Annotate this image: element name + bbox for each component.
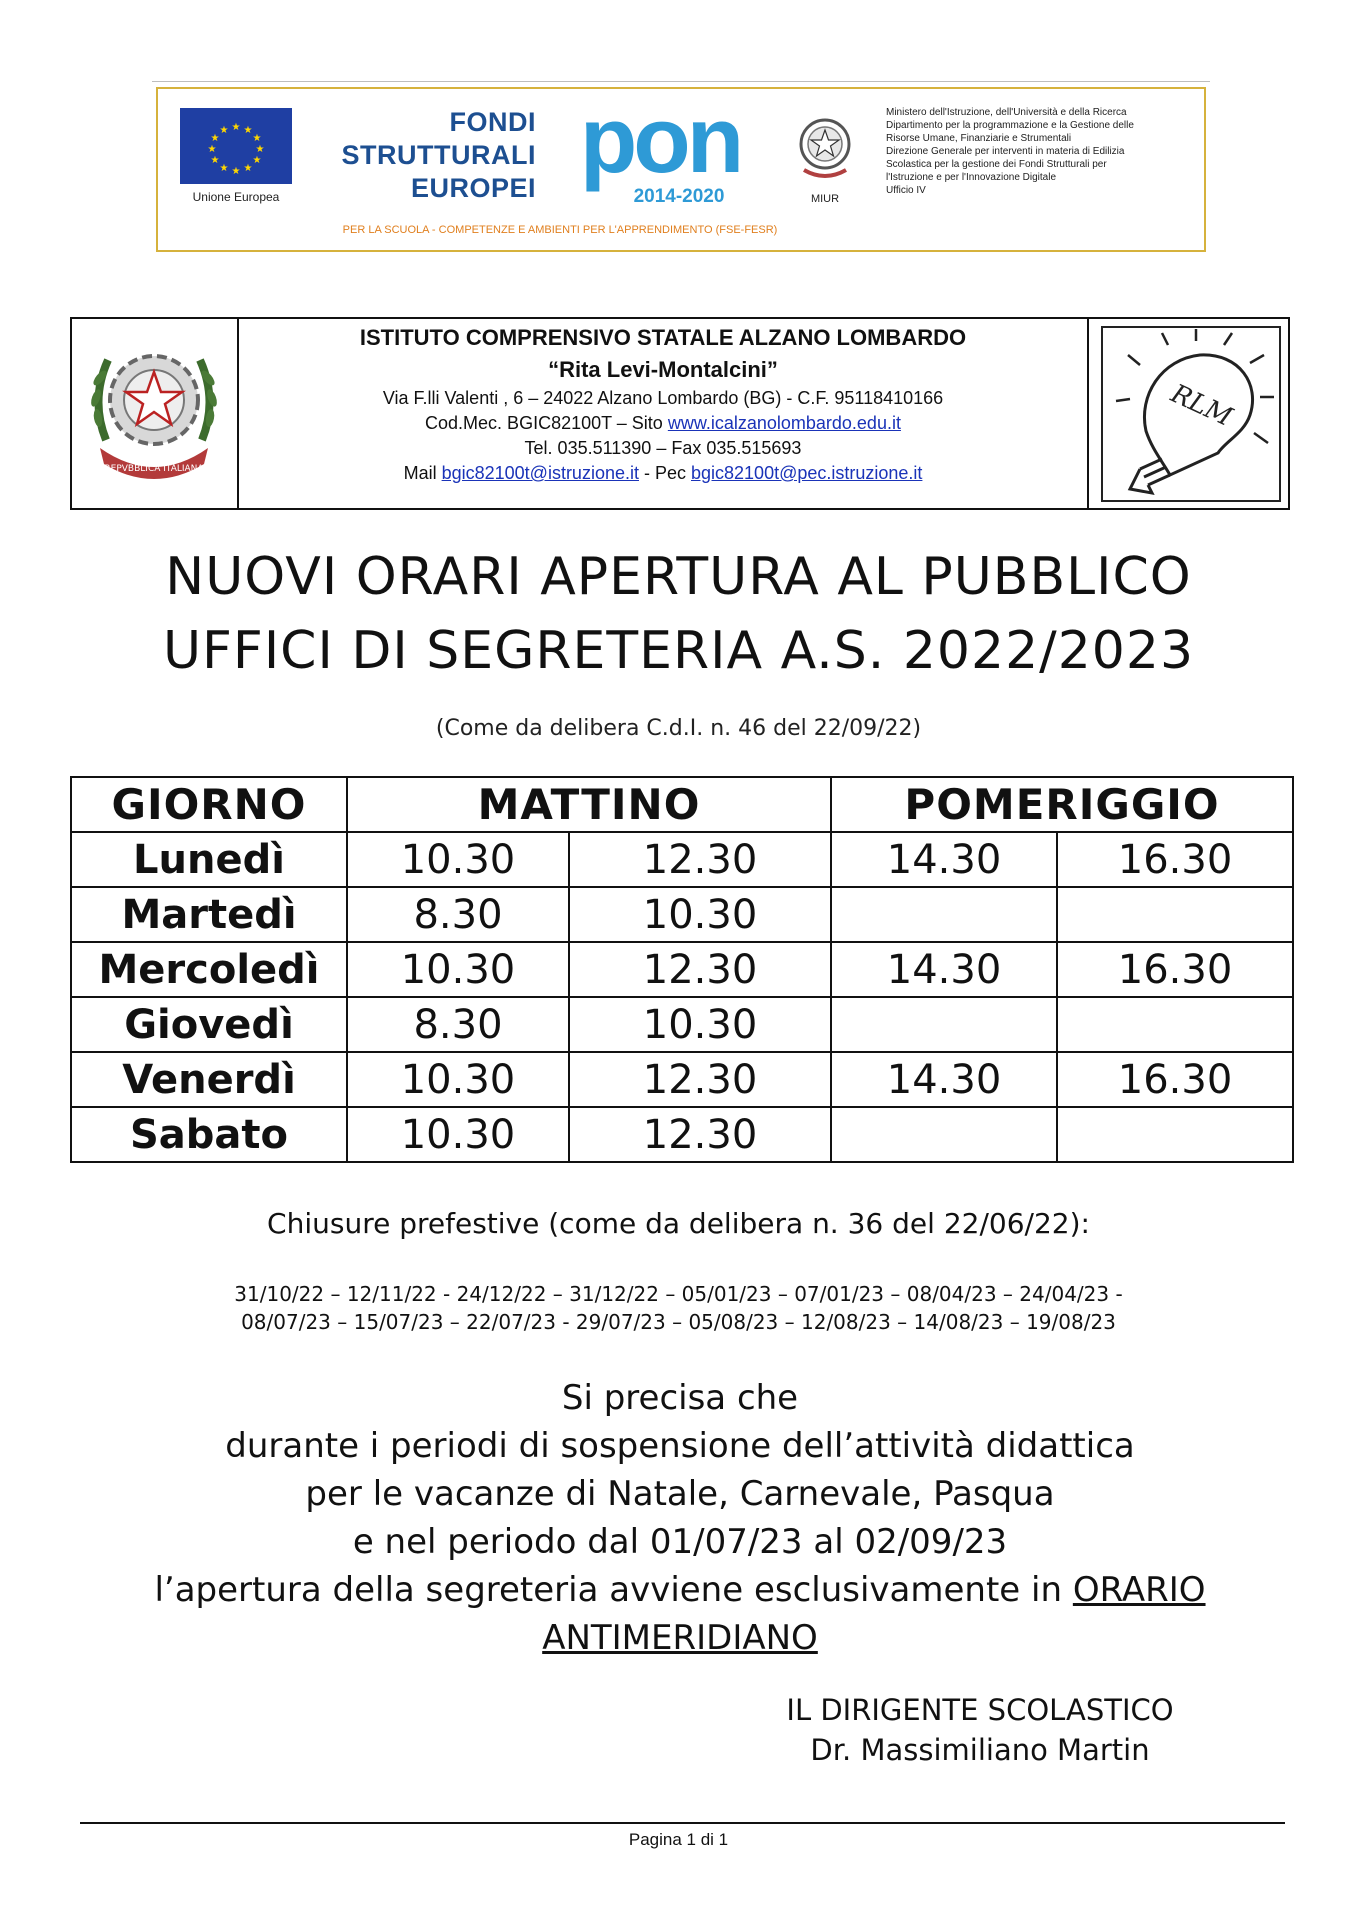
signature-block [700, 1690, 1260, 1770]
afternoon-close-cell [1057, 1107, 1293, 1162]
svg-text:★: ★ [243, 125, 253, 136]
afternoon-open-cell [831, 1107, 1057, 1162]
ministry-line: Ufficio IV [886, 185, 926, 196]
fondi-line: STRUTTURALI [341, 140, 536, 170]
table-row [71, 942, 1293, 997]
morning-open-cell: 8.30 [347, 997, 569, 1052]
table-header-row [71, 777, 1293, 832]
miur-caption: MIUR [810, 193, 840, 205]
pon-strapline: PER LA SCUOLA - COMPETENZE E AMBIENTI PER L'APPRENDIMENTO (FSE-FESR) [342, 224, 778, 236]
lightbulb-logo-icon [1100, 325, 1282, 503]
closures-dates-line: 08/07/23 – 15/07/23 – 22/07/23 - 29/07/23 – 05/08/23 – 12/08/23 – 14/08/23 – 19/08/23 [241, 1310, 1116, 1334]
footer-rule [80, 1822, 1285, 1824]
table-row [71, 1107, 1293, 1162]
holiday-notice [80, 1374, 1280, 1662]
notice-line: Si precisa che [561, 1378, 799, 1418]
morning-open-cell: 8.30 [347, 887, 569, 942]
day-cell: Giovedì [71, 997, 347, 1052]
pec-label: - Pec [638, 463, 691, 483]
school-mec-line [239, 411, 1087, 436]
svg-text:★: ★ [243, 163, 253, 174]
ministry-line: Direzione Generale per interventi in materia di Edilizia [886, 146, 1125, 157]
school-name: ISTITUTO COMPRENSIVO STATALE ALZANO LOMBARDO [359, 325, 967, 350]
italian-republic-emblem-icon [86, 330, 222, 484]
school-info [239, 320, 1087, 486]
afternoon-close-cell: 16.30 [1057, 942, 1293, 997]
morning-open-cell: 10.30 [347, 832, 569, 887]
ministry-line: Ministero dell'Istruzione, dell'Università e della Ricerca [886, 107, 1127, 118]
title-line-2: UFFICI DI SEGRETERIA A.S. 2022/2023 [162, 621, 1195, 681]
school-mec-code: Cod.Mec. BGIC82100T – Sito [425, 413, 668, 433]
afternoon-open-cell [831, 997, 1057, 1052]
ministry-line: Scolastica per la gestione dei Fondi Strutturali per [886, 159, 1107, 170]
day-cell: Martedì [71, 887, 347, 942]
school-phone: Tel. 035.511390 – Fax 035.515693 [524, 438, 802, 458]
svg-text:★: ★ [252, 155, 262, 166]
morning-close-cell: 12.30 [569, 832, 831, 887]
miur-emblem-icon [796, 110, 854, 186]
fondi-line: FONDI [449, 107, 536, 137]
morning-close-cell: 12.30 [569, 1107, 831, 1162]
svg-text:★: ★ [207, 144, 217, 155]
afternoon-close-cell: 16.30 [1057, 1052, 1293, 1107]
afternoon-close-cell [1057, 887, 1293, 942]
notice-emphasis: ANTIMERIDIANO [542, 1618, 818, 1658]
bulb-logo-text: RLM [1166, 378, 1237, 433]
morning-open-cell: 10.30 [347, 942, 569, 997]
page-number: Pagina 1 di 1 [628, 1830, 729, 1849]
eu-flag-icon [180, 108, 292, 184]
afternoon-open-cell [831, 887, 1057, 942]
fondi-line: EUROPEI [410, 173, 536, 203]
afternoon-close-cell: 16.30 [1057, 832, 1293, 887]
svg-text:★: ★ [210, 133, 220, 144]
morning-close-cell: 12.30 [569, 942, 831, 997]
republic-emblem-text: REPVBBLICA ITALIANA [104, 464, 204, 474]
svg-text:★: ★ [231, 166, 241, 177]
ministry-line: Risorse Umane, Finanziarie e Strumentali [886, 133, 1072, 144]
header-morning: MATTINO [347, 777, 831, 832]
morning-close-cell: 12.30 [569, 1052, 831, 1107]
school-mail-link[interactable]: bgic82100t@istruzione.it [441, 463, 639, 483]
svg-text:★: ★ [252, 133, 262, 144]
morning-open-cell: 10.30 [347, 1052, 569, 1107]
fondi-strutturali-logo [318, 106, 536, 205]
table-row [71, 1052, 1293, 1107]
afternoon-open-cell: 14.30 [831, 832, 1057, 887]
day-cell: Mercoledì [71, 942, 347, 997]
ministry-line: l'Istruzione e per l'Innovazione Digitale [886, 172, 1057, 183]
svg-text:★: ★ [231, 122, 241, 133]
svg-text:★: ★ [219, 125, 229, 136]
day-cell: Sabato [71, 1107, 347, 1162]
school-dedication: “Rita Levi-Montalcini” [548, 357, 778, 382]
banner-top-rule [152, 81, 1210, 82]
signature-name: Dr. Massimiliano Martin [810, 1733, 1150, 1767]
pon-years: 2014-2020 [633, 186, 725, 207]
header-day: GIORNO [71, 777, 347, 832]
notice-line: durante i periodi di sospensione dell’attività didattica [225, 1426, 1135, 1466]
header-afternoon: POMERIGGIO [831, 777, 1293, 832]
mail-label: Mail [403, 463, 442, 483]
opening-hours-table [70, 776, 1294, 1163]
svg-text:★: ★ [219, 163, 229, 174]
svg-text:★: ★ [255, 144, 265, 155]
signature-role: IL DIRIGENTE SCOLASTICO [786, 1693, 1174, 1727]
school-address: Via F.lli Valenti , 6 – 24022 Alzano Lombardo (BG) - C.F. 95118410166 [382, 388, 944, 408]
morning-open-cell: 10.30 [347, 1107, 569, 1162]
notice-line [80, 1566, 1280, 1614]
title-line-1: NUOVI ORARI APERTURA AL PUBBLICO [165, 547, 1192, 607]
notice-line: per le vacanze di Natale, Carnevale, Pasqua [305, 1474, 1055, 1514]
school-pec-link[interactable]: bgic82100t@pec.istruzione.it [691, 463, 923, 483]
table-row [71, 887, 1293, 942]
afternoon-close-cell [1057, 997, 1293, 1052]
svg-text:★: ★ [210, 155, 220, 166]
table-row [71, 832, 1293, 887]
morning-close-cell: 10.30 [569, 887, 831, 942]
eu-caption: Unione Europea [192, 190, 280, 204]
title-note: (Come da delibera C.d.I. n. 46 del 22/09/22) [435, 716, 922, 741]
pon-logo: pon [579, 87, 741, 192]
table-row [71, 997, 1293, 1052]
notice-line [80, 1614, 1280, 1662]
school-header-divider [1087, 317, 1089, 510]
school-mail-line [239, 461, 1087, 486]
day-cell: Venerdì [71, 1052, 347, 1107]
notice-line: e nel periodo dal 01/07/23 al 02/09/23 [352, 1522, 1008, 1562]
morning-close-cell: 10.30 [569, 997, 831, 1052]
page-title [0, 540, 1357, 688]
closures-dates [0, 1280, 1357, 1336]
afternoon-open-cell: 14.30 [831, 942, 1057, 997]
notice-line-text: l’apertura della segreteria avviene esclusivamente in [154, 1570, 1073, 1610]
closures-heading: Chiusure prefestive (come da delibera n. 36 del 22/06/22): [267, 1207, 1090, 1240]
ministry-line: Dipartimento per la programmazione e la Gestione delle [886, 120, 1134, 131]
afternoon-open-cell: 14.30 [831, 1052, 1057, 1107]
notice-emphasis: ORARIO [1072, 1570, 1206, 1610]
ministry-text [886, 106, 1186, 197]
closures-dates-line: 31/10/22 – 12/11/22 - 24/12/22 – 31/12/22 – 05/01/23 – 07/01/23 – 08/04/23 – 24/04/23 - [234, 1282, 1123, 1306]
day-cell: Lunedì [71, 832, 347, 887]
school-website-link[interactable]: www.icalzanolombardo.edu.it [667, 413, 901, 433]
